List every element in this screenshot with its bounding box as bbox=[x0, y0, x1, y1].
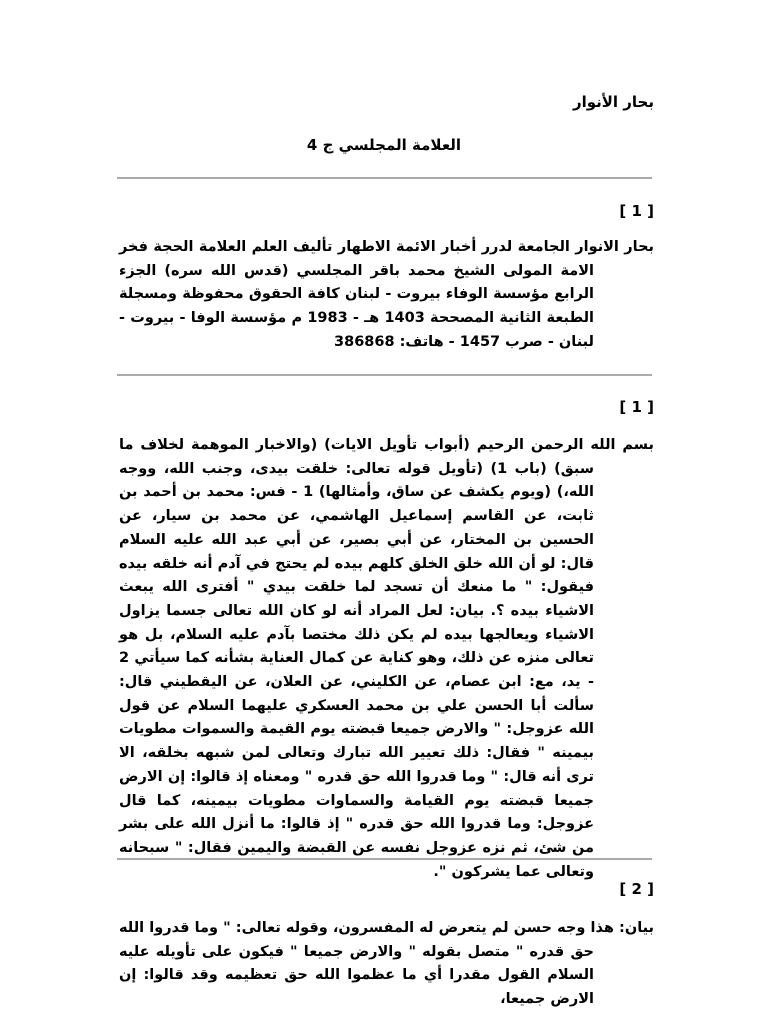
page-marker: [ 1 ] bbox=[619, 398, 654, 416]
page-marker: [ 2 ] bbox=[619, 880, 654, 898]
divider bbox=[117, 374, 652, 376]
page-marker: [ 1 ] bbox=[619, 202, 654, 220]
main-text-paragraph bbox=[119, 434, 654, 884]
publication-info-paragraph bbox=[119, 236, 654, 355]
divider bbox=[117, 177, 652, 179]
divider bbox=[117, 858, 652, 860]
author-volume-line: العلامة المجلسي ج 4 bbox=[306, 136, 462, 154]
paragraph-text: بيان: هذا وجه حسن لم يتعرض له المفسرون، وقوله تعالى: " وما قدروا الله حق قدره " متصل بقوله " والارض جميعا " فيكون على تأويله عليه السلام القول مقدرا أي ما عظموا الله حق تعظيمه وقد قالوا: إن الارض جميعا، bbox=[119, 920, 654, 1008]
book-title: بحار الأنوار bbox=[572, 93, 654, 111]
commentary-paragraph bbox=[119, 917, 654, 1012]
paragraph-text: بحار الانوار الجامعة لدرر أخبار الائمة الاطهار تأليف العلم العلامة الحجة فخر الامة المولى الشيخ محمد باقر المجلسي (قدس الله سره) الجزء الرابع مؤسسة الوفاء بيروت - لبنان كافة الحقوق محفوظة ومسجلة الطبعة الثانية المصححة 1403 هـ - 1983 م مؤسسة الوفا - بيروت - لبنان - صرب 1457 - هاتف: 386868 bbox=[119, 239, 654, 350]
paragraph-text: بسم الله الرحمن الرحيم (أبواب تأويل الايات) (والاخبار الموهمة لخلاف ما سبق) (باب 1) (تأويل قوله تعالى: خلقت بيدى، وجنب الله، ووجه الله،) (ويوم يكشف عن ساق، وأمثالها) 1 - فس: محمد بن أحمد بن ثابت، عن القاسم إسماعيل الهاشمي، عن محمد بن سيار، عن الحسين بن المختار، عن أبي بصير، عن أبي عبد الله عليه السلام قال: لو أن الله خلق الخلق كلهم بيده لم يحتج في آدم أنه خلقه بيده فيقول: " ما منعك أن تسجد لما خلقت بيدي " أفترى الله يبعث الاشياء بيده ؟. بيان: لعل المراد أنه لو كان الله تعالى جسما يزاول الاشياء ويعالجها بيده لم يكن ذلك مختصا بآدم عليه السلام، بل هو تعالى منزه عن ذلك، وهو كناية عن كمال العناية بشأنه كما سيأتي 2 - يد، مع: ابن عصام، عن الكليني، عن العلان، عن اليقطيني قال: سألت أبا الحسن علي بن محمد العسكري عليهما السلام عن قول الله عزوجل: " والارض جميعا قبضته يوم القيمة والسموات مطويات بيمينه " فقال: ذلك تعيير الله تبارك وتعالى لمن شبهه بخلقه، الا ترى أنه قال: " وما قدروا الله حق قدره " ومعناه إذ قالوا: إن الارض جميعا قبضته يوم القيامة والسماوات مطويات بيمينه، كما قال عزوجل: وما قدروا الله حق قدره " إذ قالوا: ما أنزل الله على بشر من شئ، ثم نزه عزوجل نفسه عن القبضة واليمين فقال: " سبحانه وتعالى عما يشركون ". bbox=[119, 437, 654, 880]
